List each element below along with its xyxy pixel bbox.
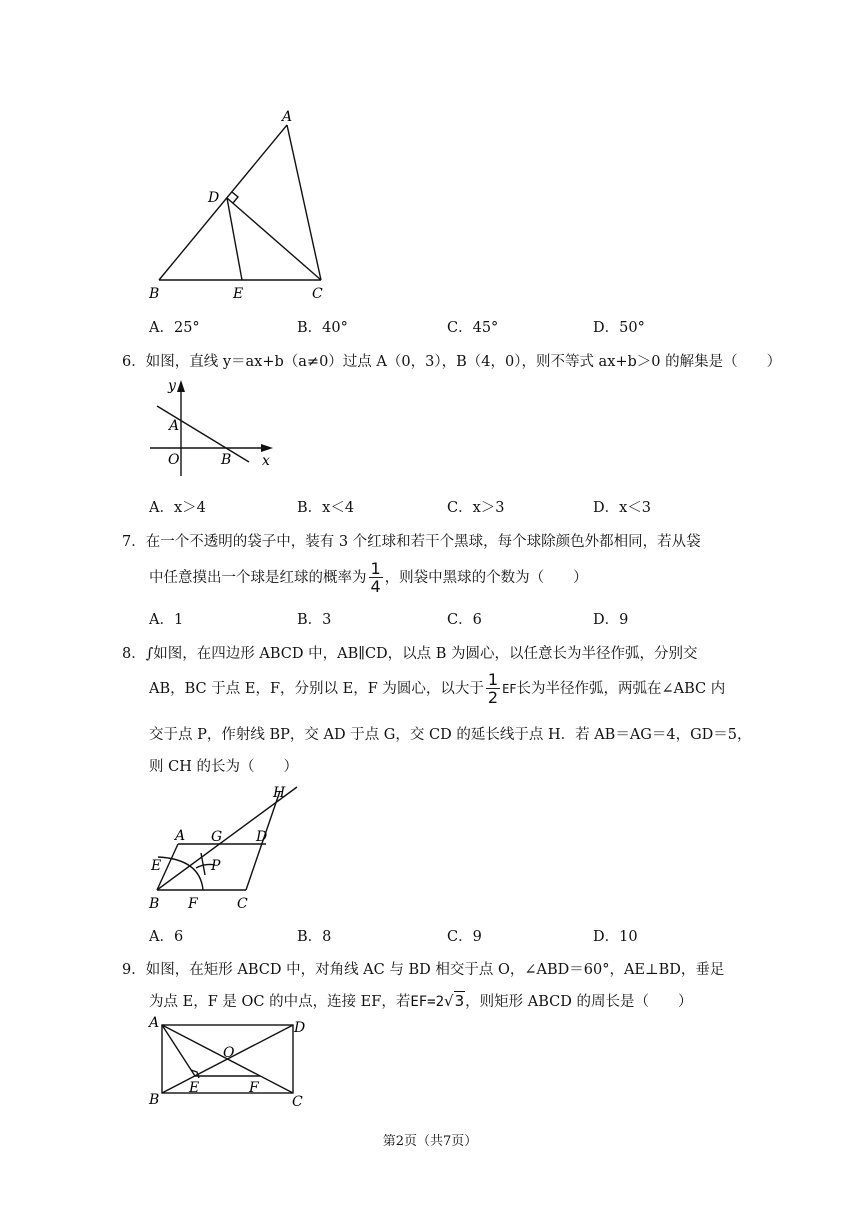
q9-text-2b: ，则矩形 ABCD 的周长是（ ） — [465, 994, 693, 1010]
q5-figure — [140, 105, 340, 305]
q7-text-1: 在一个不透明的袋子中，装有 3 个红球和若干个黑球，每个球除颜色外都相同，若从袋 — [145, 534, 701, 550]
q8-line2 — [149, 672, 725, 706]
q8-label-p: P — [211, 858, 221, 874]
q9-label-b: B — [149, 1092, 160, 1108]
q7-fraction — [369, 561, 383, 595]
q8-label-d: D — [256, 829, 268, 845]
q6-text: 如图，直线 y＝ax+b（a≠0）过点 A（0，3），B（4，0），则不等式 ax+b＞0 的解集是（ ） — [145, 354, 782, 370]
q5-option-b: B．40° — [297, 320, 348, 336]
q8-option-c: C．9 — [447, 929, 482, 945]
q5-label-d: D — [208, 190, 220, 206]
q5-option-c: C．45° — [447, 320, 499, 336]
q8-label-g: G — [211, 829, 223, 845]
q9-text-1: 如图，在矩形 ABCD 中，对角线 AC 与 BD 相交于点 O，∠ABD＝60°，AE⊥BD，垂足 — [145, 962, 725, 978]
q5-option-d: D．50° — [593, 320, 645, 336]
q6-option-d: D．x＜3 — [593, 500, 652, 516]
q7-line2 — [149, 561, 588, 595]
q8-label-e: E — [151, 858, 162, 874]
q8-text-2a: AB，BC 于点 E，F，分别以 E，F 为圆心，以大于 — [149, 681, 484, 697]
q6-option-a: A．x＞4 — [149, 500, 206, 516]
q8-option-a: A．6 — [149, 929, 184, 945]
q9-label-c: C — [292, 1094, 303, 1108]
q8-line3: 交于点 P，作射线 BP，交 AD 于点 G，交 CD 的延长线于点 H．若 AB＝AG＝4，GD＝5， — [149, 727, 752, 743]
q9-text-2a: 为点 E，F 是 OC 的中点，连接 EF，若 — [149, 994, 411, 1010]
q9-sqrt-value: 3 — [454, 992, 465, 1010]
q9-number: 9． — [122, 962, 146, 978]
q8-frac-tail: EF — [502, 682, 517, 696]
q7-option-b: B．3 — [297, 612, 332, 628]
q6-label-y: y — [168, 378, 176, 394]
q8-line4: 则 CH 的长为（ ） — [149, 759, 298, 775]
q7-option-d: D．9 — [593, 612, 629, 628]
q5-label-c: C — [312, 286, 323, 302]
q7-text-2a: 中任意摸出一个球是红球的概率为 — [149, 570, 367, 586]
q5-option-a: A．25° — [149, 320, 200, 336]
q8-line1 — [122, 642, 698, 663]
q8-label-a: A — [175, 828, 186, 844]
q7-frac-num: 1 — [370, 559, 381, 578]
q6-question — [122, 350, 781, 371]
q6-label-o: O — [168, 452, 180, 468]
q7-line1 — [122, 530, 701, 551]
q5-label-b: B — [149, 286, 160, 302]
q9-line2 — [149, 990, 693, 1011]
q8-option-d: D．10 — [593, 929, 638, 945]
q6-option-c: C．x＞3 — [447, 500, 505, 516]
q7-option-c: C．6 — [447, 612, 482, 628]
q5-label-e: E — [233, 286, 244, 302]
page-footer: 第2页（共7页） — [382, 1134, 478, 1149]
q7-frac-den: 4 — [370, 577, 381, 596]
q9-line1 — [122, 958, 724, 979]
q9-sqrt: √3 — [444, 992, 465, 1010]
q9-label-e: E — [189, 1080, 200, 1096]
q8-label-h: H — [273, 785, 286, 801]
q8-label-c: C — [237, 896, 248, 912]
q8-option-b: B．8 — [297, 929, 332, 945]
q6-label-a: A — [169, 418, 180, 434]
q6-figure — [145, 378, 285, 478]
q5-label-a: A — [282, 109, 293, 125]
q8-fraction — [486, 672, 500, 706]
q9-equation: EF=2 — [410, 994, 445, 1010]
q9-label-o: O — [223, 1045, 235, 1061]
q6-label-x: x — [262, 453, 270, 469]
q8-text-1: ∫如图，在四边形 ABCD 中，AB∥CD，以点 B 为圆心，以任意长为半径作弧，分别交 — [145, 646, 698, 662]
q9-figure — [145, 1013, 315, 1108]
q8-frac-den: 2 — [487, 688, 499, 707]
q6-label-b: B — [221, 452, 232, 468]
q8-frac-num: 1 — [487, 670, 499, 689]
q8-number: 8． — [122, 646, 146, 662]
q6-number: 6． — [122, 354, 146, 370]
q9-label-a: A — [149, 1015, 160, 1031]
q9-label-d: D — [294, 1020, 306, 1036]
q6-option-b: B．x＜4 — [297, 500, 355, 516]
q9-label-f: F — [249, 1080, 259, 1096]
q8-label-b: B — [149, 896, 160, 912]
q7-option-a: A．1 — [149, 612, 184, 628]
q7-text-2b: ，则袋中黑球的个数为（ ） — [384, 570, 588, 586]
q8-text-2b: 长为半径作弧，两弧在∠ABC 内 — [516, 681, 726, 697]
q7-number: 7． — [122, 534, 146, 550]
q8-label-f: F — [188, 896, 198, 912]
q8-figure — [145, 783, 315, 913]
